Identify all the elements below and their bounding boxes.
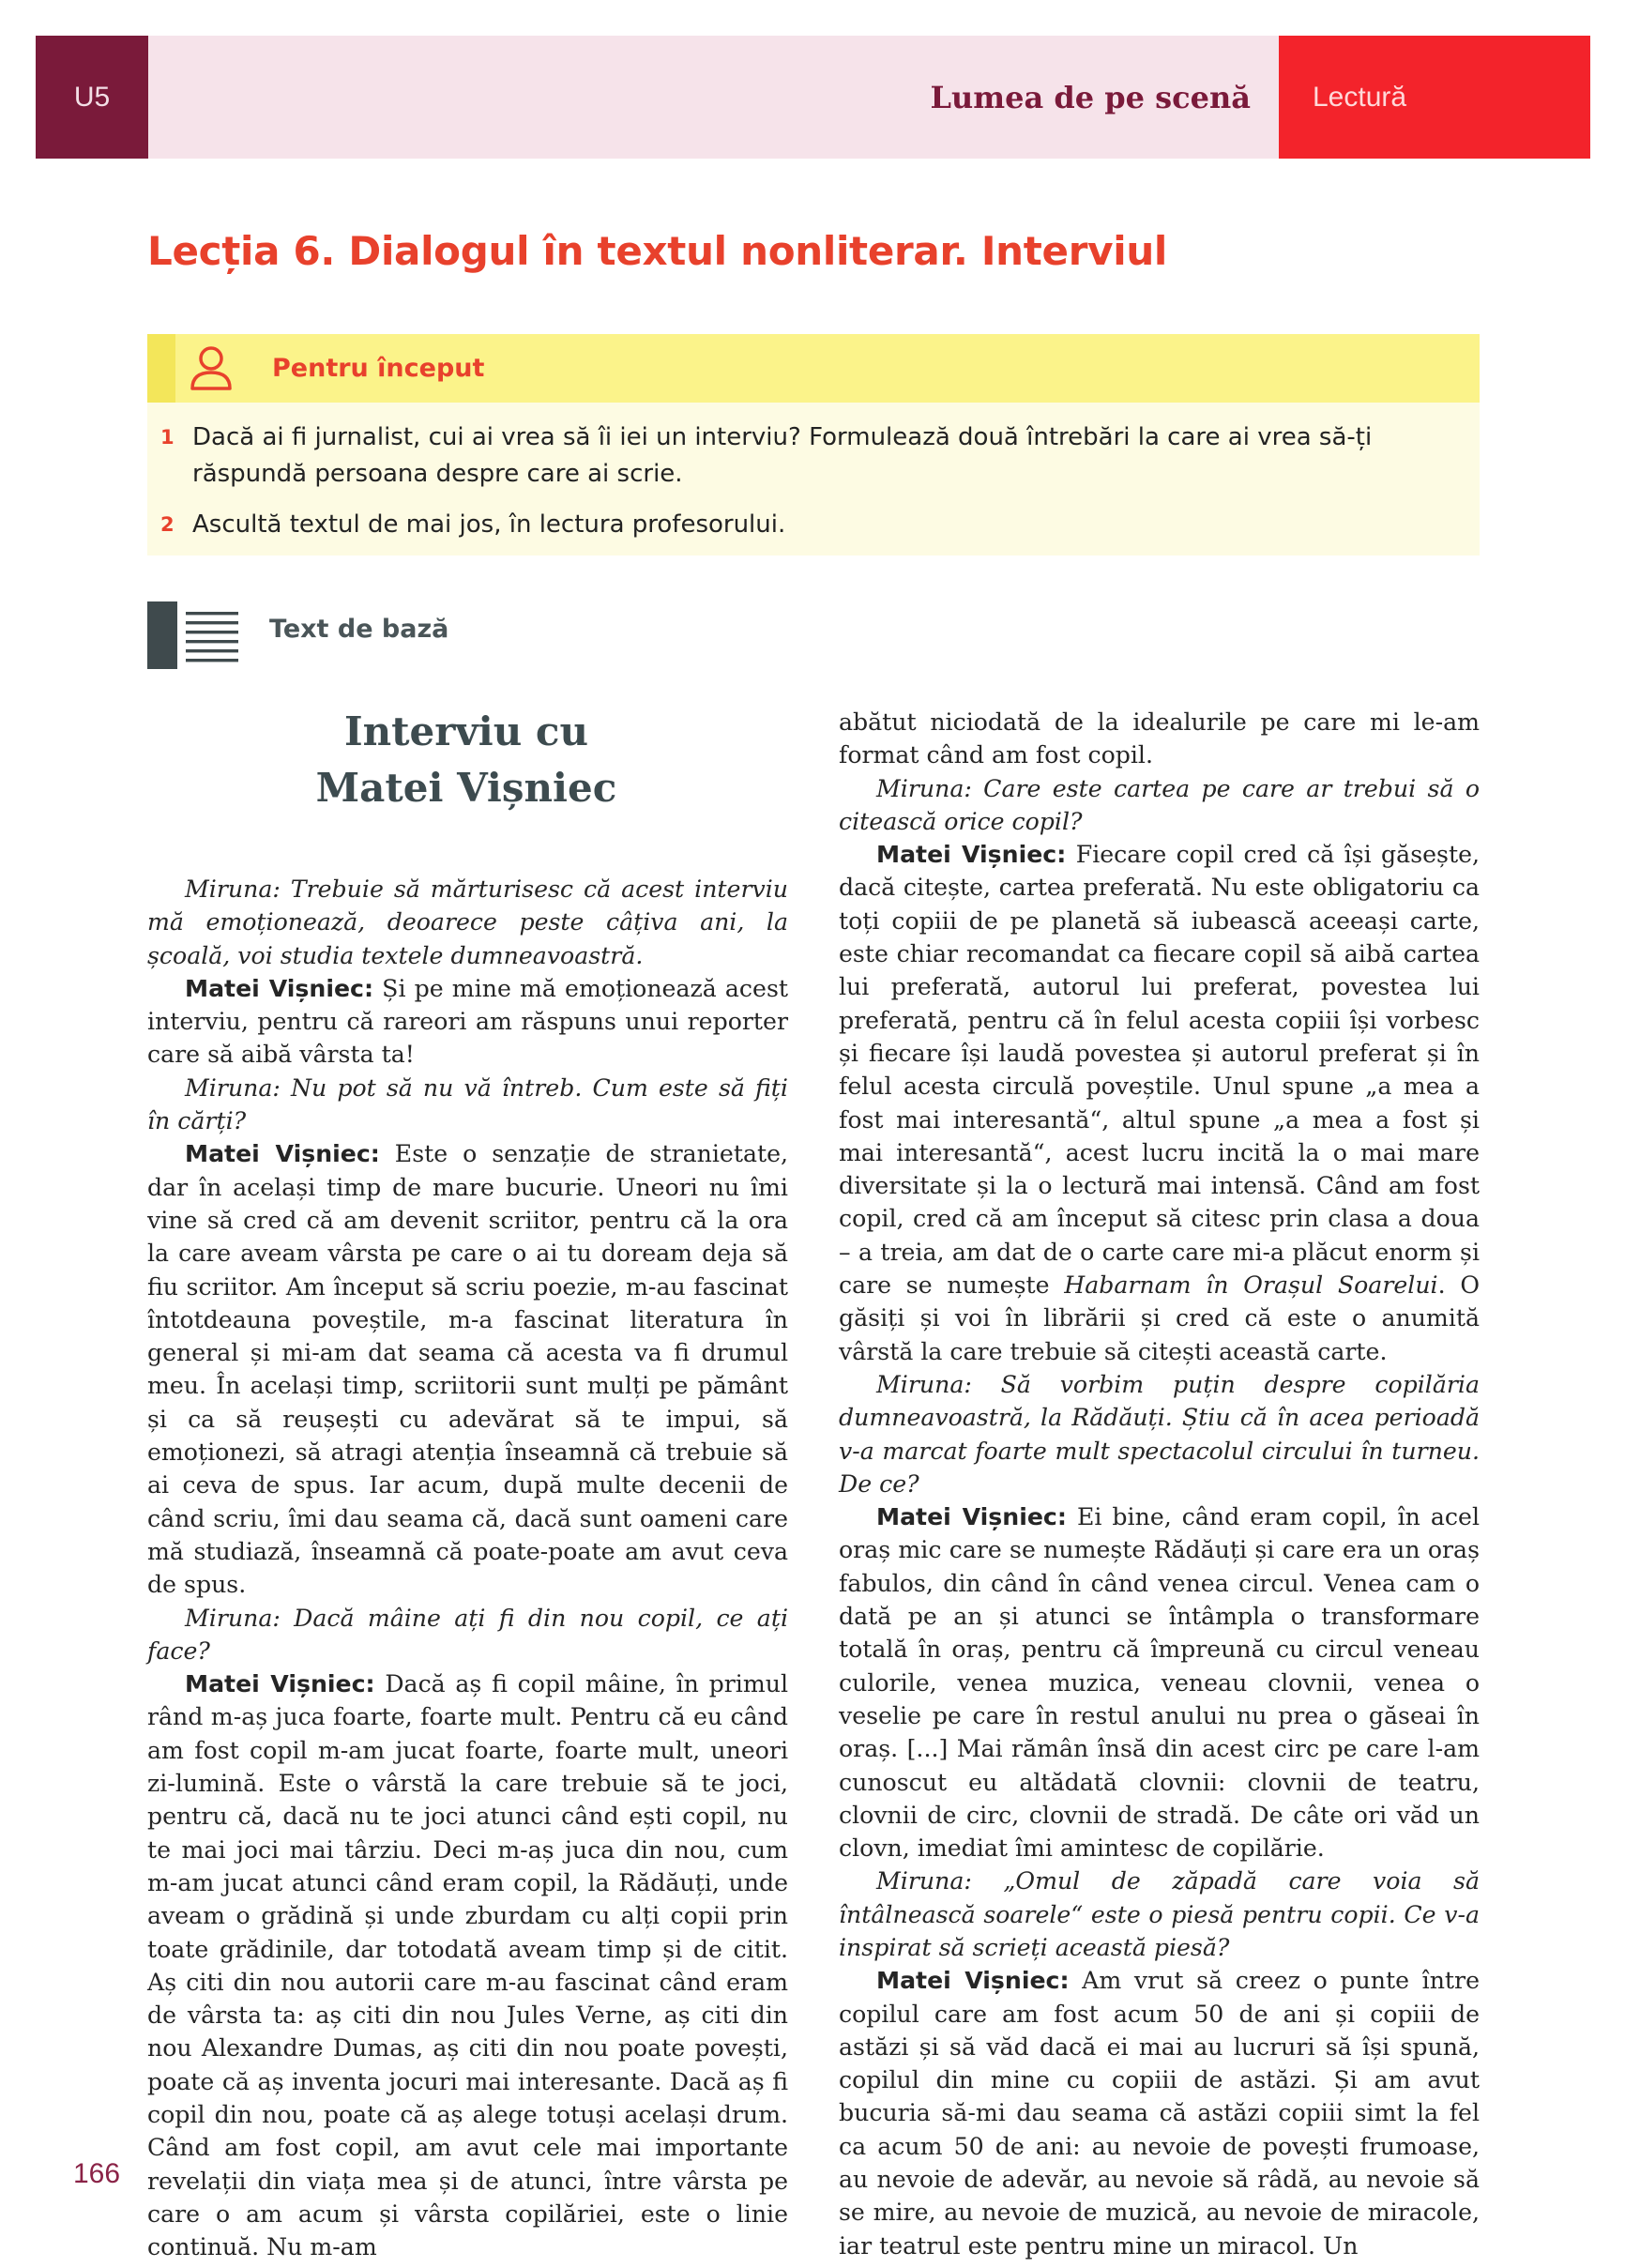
start-box-label: Pentru început: [272, 354, 485, 383]
article-title-line: Matei Vișniec: [315, 765, 617, 811]
answer-text: Dacă aș fi copil mâine, în primul rând m-aș juca foarte, foarte mult. Pentru că eu când am fost copil m-am jucat foarte, foarte mult, uneori zi-lumină. Este o vârstă la care trebuie să te joci, pentru că, dacă nu te joci atunci când ești copil, nu te mai joci mai târziu. Deci m-aș juca din nou, cum m-am jucat atunci când eram copil, la Rădăuți, unde aveam o grădină și unde zburdam cu alți copii prin toate grădinile, dar totodată aveam timp și de citit. Aș citi din nou autorii care m-au fascinat când eram de vârsta ta: aș citi din nou Jules Verne, aș citi din nou Alexandre Dumas, aș citi din nou poate povești, poate că aș inventa jocuri mai interesante. Dacă aș fi copil din nou, poate că aș alege totuși același drum. Când am fost copil, am avut cele mai importante revelații din viața mea și de atunci, între vârsta pe care o am acum și vârsta copilăriei, este o linie continuă. Nu m-am: [147, 1670, 789, 2261]
header-band: [148, 36, 1279, 159]
speaker-name: Matei Vișniec:: [876, 1967, 1070, 1995]
unit-title: Lumea de pe scenă: [930, 79, 1251, 115]
answer-text: . O găsiți și voi în librării și cred că este o anumită vârstă la care trebuie să citești această carte.: [839, 1271, 1480, 1365]
article-title: [147, 704, 785, 816]
answer-text: Fiecare copil cred că își găsește, dacă citește, cartea preferată. Nu este obligatoriu ca toți copiii de pe planetă să iubească aceeași carte, este chiar recomandat ca fiecare copil să aibă cartea lui preferată, autorul lui preferat, povestea lui preferată, pentru că în felul acesta copiii își vorbesc și fiecare își laudă povestea și autorul preferat și în felul acesta circulă poveștile. Unul spune „a mea a fost mai interesantă“, altul spune „a mea a fost și mai interesantă“, acest lucru incită la o mai mare diversitate și la o lectură mai intensă. Când am fost copil, cred că am început să citesc prin clasa a doua – a treia, am dat de o carte care mi-a plăcut enorm și care se numește: [839, 841, 1480, 1300]
page-number: 166: [73, 2158, 121, 2189]
question-number: 2: [160, 513, 175, 536]
question-text: Ascultă textul de mai jos, în lectura profesorului.: [192, 510, 786, 539]
answer-paragraph: [839, 838, 1480, 1368]
article-column-left: [147, 873, 788, 2263]
interviewer-question: Miruna: Să vorbim puțin despre copilăria dumneavoastră, la Rădăuți. Știu că în acea perioadă v-a marcat foarte mult spectacolul circului în turneu. De ce?: [839, 1370, 1480, 1498]
speaker-name: Matei Vișniec:: [876, 841, 1067, 869]
base-text-marker: [147, 601, 177, 669]
text-lines-icon: [186, 610, 238, 662]
answer-paragraph: [839, 1500, 1480, 1865]
answer-paragraph: [147, 1667, 788, 2263]
page-header: [36, 36, 1590, 159]
answer-continuation: abătut niciodată de la idealurile pe care mi le-am format când am fost copil.: [839, 708, 1480, 769]
answer-text: Ei bine, când eram copil, în acel oraș mic care se numește Rădăuți și care era un oraș fabulos, din când în când venea circul. Venea cam o dată pe an și atunci se întâmpla o transformare totală în oraș, pentru că împreună cu circul veneau culorile, venea muzica, veneau clovnii, venea o veselie pe care în restul anului nu prea o găseai în oraș. [...] Mai rămân însă din acest circ pe care l-am cunoscut eu altădată clovnii: clovnii de teatru, clovnii de circ, clovnii de stradă. De câte ori văd un clovn, imediat îmi amintesc de copilărie.: [839, 1503, 1480, 1863]
lesson-title: Lecția 6. Dialogul în textul nonliterar. Interviul: [147, 228, 1168, 274]
speaker-name: Matei Vișniec:: [185, 1140, 380, 1168]
interviewer-question: Miruna: „Omul de zăpadă care voia să întâlnească soarele“ este o piesă pentru copii. Ce v-a inspirat să scrieți această piesă?: [839, 1867, 1480, 1961]
answer-text: Este o senzație de stranietate, dar în același timp de mare bucurie. Uneori nu îmi vine să cred că am devenit scriitor, pentru că la ora la care aveam vârsta pe care o ai tu doream deja să fiu scriitor. Am început să scriu poezie, m-au fascinat întotdeauna poveștile, m-a fascinat literatura în general și mi-am dat seama că acesta va fi drumul meu. În același timp, scriitorii sunt mulți pe pământ și ca să reușești cu adevărat să te impui, să emoționezi, să atragi atenția înseamnă că trebuie să ai ceva de spus. Iar acum, după multe decenii de când scriu, îmi dau seama că, dacă sunt oameni care mă studiază, înseamnă că poate-poate am avut ceva de spus.: [147, 1140, 788, 1599]
answer-paragraph: [147, 972, 788, 1072]
unit-tag: U5: [36, 36, 148, 159]
interviewer-question: Miruna: Nu pot să nu vă întreb. Cum este să fiți în cărți?: [147, 1073, 788, 1135]
book-title: Habarnam în Orașul Soarelui: [1064, 1271, 1438, 1300]
article-title-line: Interviu cu: [343, 708, 589, 754]
person-icon: [185, 342, 237, 394]
section-tag: Lectură: [1279, 36, 1590, 159]
answer-paragraph: [147, 1137, 788, 1601]
start-box-tab: [147, 334, 175, 403]
question-number: 1: [160, 426, 175, 449]
question-text: Dacă ai fi jurnalist, cui ai vrea să îi iei un interviu? Formulează două întrebări la care ai vrea să-ți răspundă persoana despre care ai scrie.: [192, 423, 1373, 488]
answer-text: Am vrut să creez o punte între copilul care am fost acum 50 de ani și copiii de astăzi și să văd dacă ei mai au lucruri să își spună, copilul din mine cu copiii de astăzi. Și am avut bucuria să-mi dau seama că astăzi copiii simt la fel ca acum 50 de ani: au nevoie de povești frumoase, au nevoie de adevăr, au nevoie să râdă, au nevoie să se mire, au nevoie de muzică, au nevoie de miracole, iar teatrul este pentru mine un miracol. Un: [839, 1967, 1480, 2260]
base-text-label: Text de bază: [269, 615, 449, 644]
speaker-name: Matei Vișniec:: [185, 1670, 375, 1698]
article-column-right: [839, 706, 1480, 2262]
interviewer-question: Miruna: Care este cartea pe care ar trebui să o citească orice copil?: [839, 774, 1480, 835]
answer-text: Și pe mine mă emoționează acest interviu, pentru că rareori am răspuns unui reporter care să aibă vârsta ta!: [147, 974, 788, 1069]
interviewer-question: Miruna: Trebuie să mărturisesc că acest interviu mă emoționează, deoarece peste câțiva ani, la școală, voi studia textele dumneavoastră.: [147, 875, 788, 969]
speaker-name: Matei Vișniec:: [185, 974, 374, 1002]
start-box-header: [147, 334, 1480, 403]
speaker-name: Matei Vișniec:: [876, 1503, 1067, 1531]
start-box: [147, 334, 1480, 556]
answer-paragraph: [839, 1964, 1480, 2262]
interviewer-question: Miruna: Dacă mâine ați fi din nou copil, ce ați face?: [147, 1604, 788, 1665]
